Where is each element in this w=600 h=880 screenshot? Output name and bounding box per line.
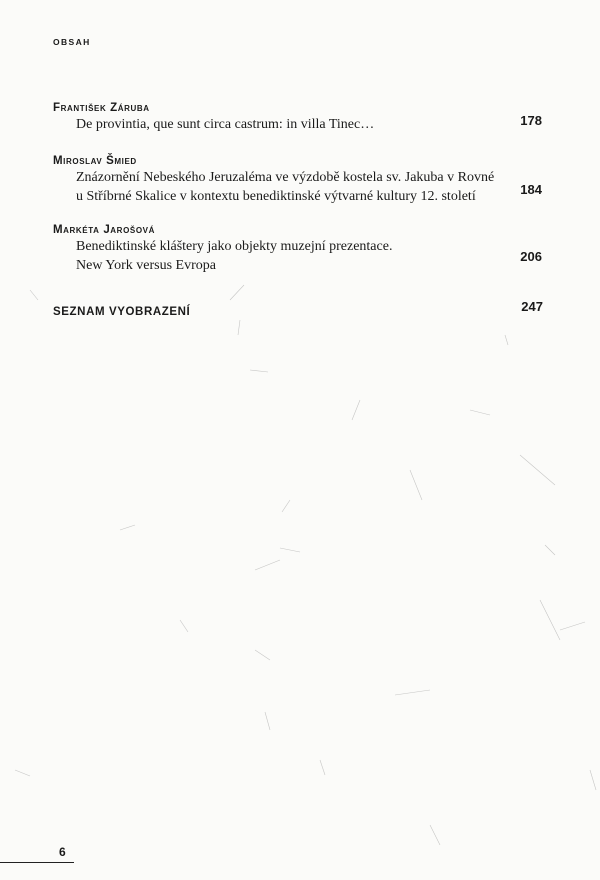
entry-page-number: 206 [520, 249, 542, 264]
entry-author: Markéta Jarošová [53, 224, 155, 236]
toc-entry[interactable] [53, 154, 543, 206]
entry-title [76, 168, 516, 206]
entry-title-line: De provintia, que sunt circa castrum: in villa Tinec… [76, 117, 375, 132]
toc-entry[interactable] [53, 101, 543, 134]
list-of-illustrations-heading[interactable]: SEZNAM VYOBRAZENÍ [53, 306, 191, 318]
entry-title-line: New York versus Evropa [76, 258, 216, 273]
entry-title-line: Benediktinské kláštery jako objekty muzejní prezentace. [76, 239, 393, 254]
entry-title [76, 115, 476, 134]
entry-title-line: Znázornění Nebeského Jeruzaléma ve výzdobě kostela sv. Jakuba v Rovné [76, 170, 495, 185]
entry-title-line: u Stříbrné Skalice v kontextu benediktinské výtvarné kultury 12. století [76, 189, 476, 204]
list-of-illustrations-page-number: 247 [521, 299, 543, 314]
entry-page-number: 184 [520, 182, 542, 197]
entry-author: František Záruba [53, 102, 150, 114]
folio-rule [0, 862, 74, 863]
running-head: OBSAH [53, 37, 91, 47]
toc-entry[interactable] [53, 223, 543, 275]
entry-author: Miroslav Šmied [53, 155, 137, 167]
page-folio: 6 [59, 845, 66, 859]
entry-title [76, 237, 476, 275]
entry-page-number: 178 [520, 113, 542, 128]
